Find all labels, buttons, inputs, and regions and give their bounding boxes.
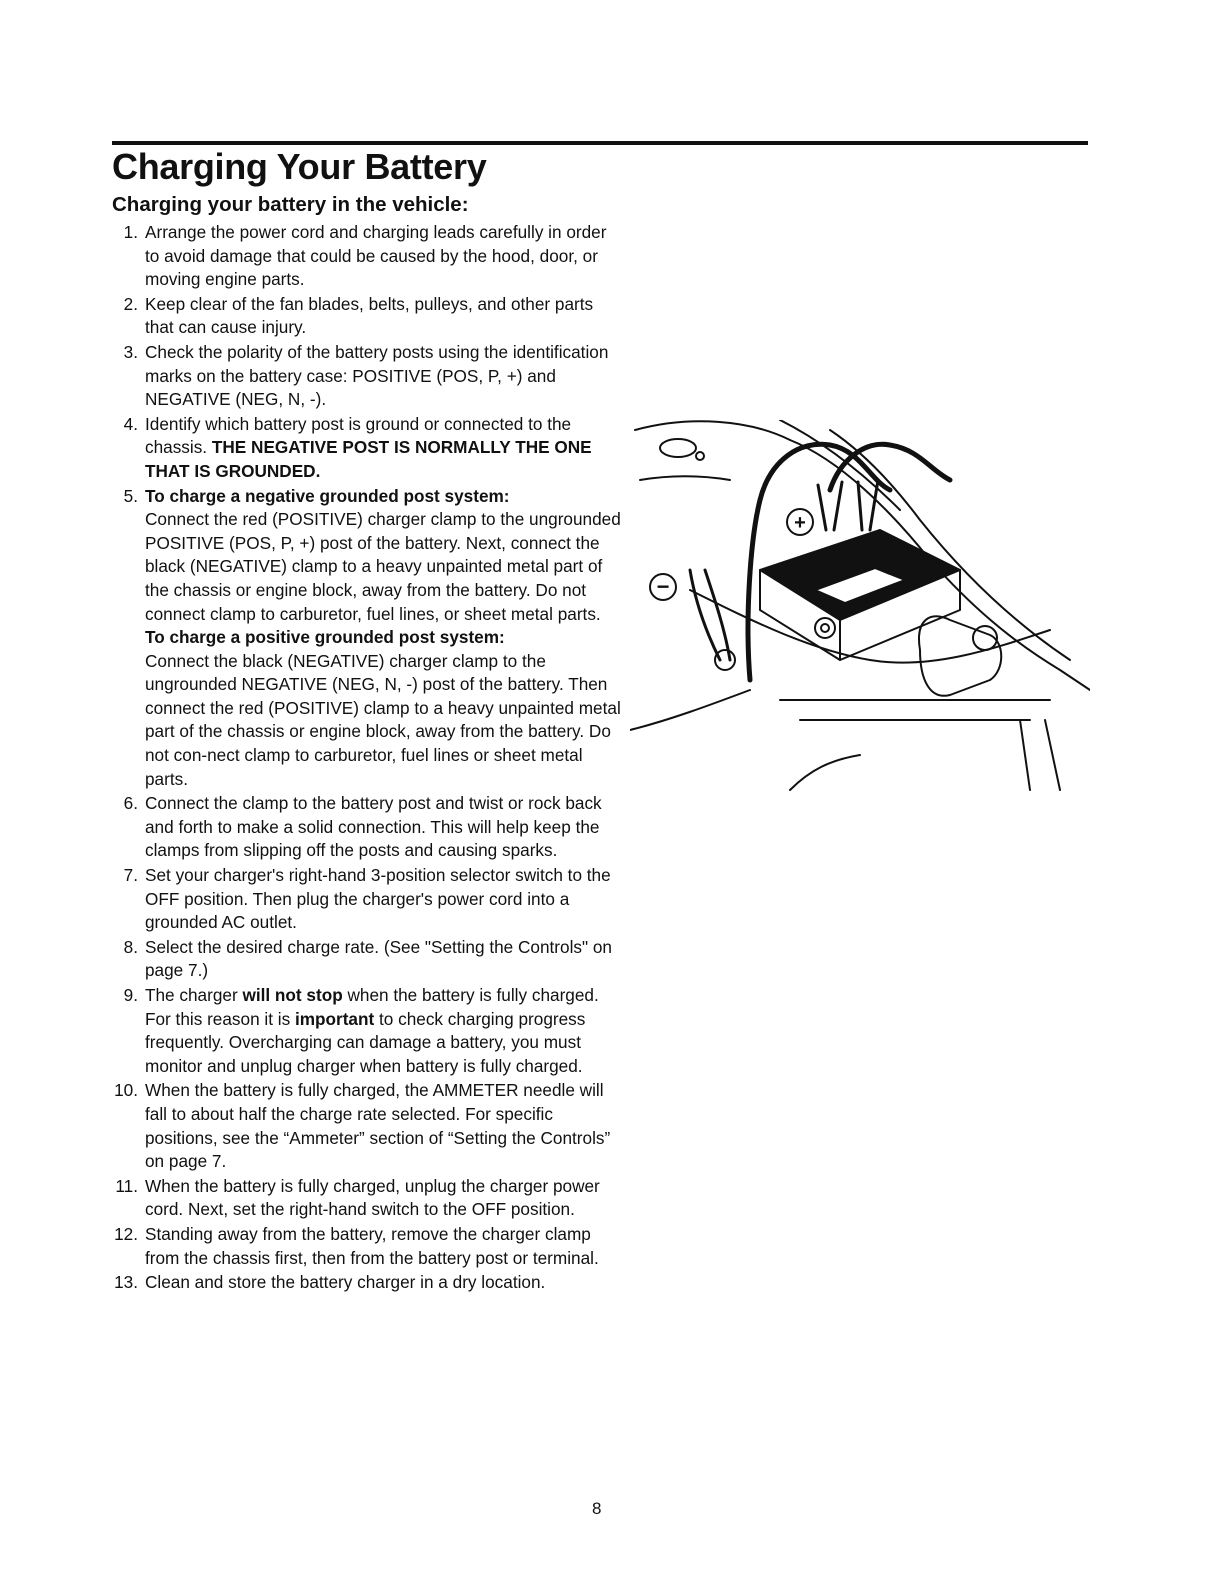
step-text: When the battery is fully charged, unplug the charger power cord. Next, set the right-hand switch to the OFF position. (145, 1175, 600, 1220)
step-number: 7. (123, 865, 138, 886)
clamp-contact (715, 650, 735, 670)
frame-line (1020, 720, 1060, 790)
step-12 (112, 1223, 622, 1270)
step-text: Keep clear of the fan blades, belts, pulleys, and other parts that can cause injury. (145, 293, 594, 338)
positive-ground-heading: To charge a positive grounded post system: (145, 627, 505, 648)
step-9 (112, 984, 622, 1078)
step-text: to check charging progress frequently. Overcharging can damage a battery, you must monitor and unplug charger when battery is fully charged. (145, 1008, 586, 1076)
instruction-list (112, 221, 622, 1296)
step-number: 1. (123, 222, 138, 242)
negative-clamp (690, 570, 730, 660)
step-text: The charger (145, 985, 238, 1005)
step-4 (112, 413, 622, 484)
step-emphasis: important (294, 1008, 375, 1029)
radiator-lines (780, 700, 1050, 720)
step-text: Set your charger's right-hand 3-position selector switch to the OFF position. Then plug the charger's power cord into a grounded AC outlet. (145, 865, 611, 933)
step-text: When the battery is fully charged, the AMMETER needle will fall to about half the charge rate selected. For specific positions, see the “Ammeter” section of “Setting the Controls” on page 7. (145, 1080, 611, 1172)
step-text: Clean and store the battery charger in a dry location. (145, 1272, 546, 1293)
bolt-shape (696, 452, 704, 460)
cap-shape (660, 439, 696, 457)
step-8 (112, 936, 622, 983)
step-number: 6. (123, 793, 138, 814)
step-text: Select the desired charge rate. (See "Setting the Controls" on page 7.) (145, 936, 612, 981)
negative-symbol: − (656, 574, 670, 599)
step-text: Connect the clamp to the battery post and twist or rock back and forth to make a solid connection. This will help keep the clamps from slipping off the posts and causing sparks. (145, 793, 602, 861)
page-number: 8 (592, 1499, 602, 1518)
battery-post-core (821, 624, 829, 632)
negative-ground-heading: To charge a negative grounded post system: (145, 485, 510, 506)
step-13 (112, 1271, 622, 1295)
step-number: 4. (123, 413, 138, 434)
step-text: Identify which battery post is ground or connected to the chassis. (145, 413, 572, 458)
step-11 (112, 1175, 622, 1222)
step-text: Check the polarity of the battery posts using the identification marks on the battery case: POSITIVE (POS, P, +) and NEGATIVE (NEG, N, -). (145, 341, 609, 410)
battery-charging-illustration (630, 420, 1090, 800)
step-number: 10. (114, 1080, 138, 1101)
step-text: Standing away from the battery, remove the charger clamp from the chassis first, then from the battery post or terminal. (145, 1223, 599, 1268)
step-6 (112, 792, 622, 863)
negative-ground-text: Connect the red (POSITIVE) charger clamp to the ungrounded POSITIVE (POS, P, +) post of the battery. Next, connect the black (NEGATIVE) clamp to a heavy unpainted metal part of the chassis or engine block, away from the battery. Do not connect clamp to carburetor, fuel lines, or sheet metal parts. (145, 509, 621, 624)
step-number: 12. (114, 1223, 138, 1244)
step-text: Arrange the power cord and charging leads carefully in order to avoid damage that could be caused by the hood, door, or moving engine parts. (145, 222, 607, 290)
step-number: 3. (123, 341, 138, 362)
step-number: 8. (123, 936, 138, 957)
lower-line (630, 690, 750, 730)
step-text: when the battery is fully charged. For this reason it is (145, 985, 599, 1029)
positive-symbol: + (794, 512, 806, 534)
step-10 (112, 1079, 622, 1173)
positive-ground-text: Connect the black (NEGATIVE) charger clamp to the ungrounded NEGATIVE (NEG, N, -) post of the battery. Then connect the red (POSITIVE) clamp to a heavy unpainted metal part of the chassis or engine block, away from the battery. Do not con-nect clamp to carburetor, fuel lines or sheet metal parts. (145, 650, 621, 789)
step-warning: THE NEGATIVE POST IS NORMALLY THE ONE THAT IS GROUNDED. (145, 437, 592, 481)
step-number: 2. (123, 293, 138, 314)
bay-contour (640, 476, 730, 480)
step-5 (112, 485, 622, 792)
step-number: 5. (123, 485, 138, 506)
step-number: 11. (115, 1175, 138, 1196)
hose-line (790, 755, 860, 790)
section-subtitle: Charging your battery in the vehicle: (112, 193, 469, 216)
step-number: 13. (114, 1272, 138, 1293)
step-1 (112, 221, 622, 292)
step-7 (112, 864, 622, 935)
step-emphasis: will not stop (242, 985, 343, 1005)
battery-post (815, 618, 835, 638)
page-title: Charging Your Battery (112, 146, 487, 187)
header-rule (112, 141, 1088, 145)
step-3 (112, 341, 622, 412)
step-2 (112, 293, 622, 340)
step-number: 9. (123, 985, 138, 1005)
